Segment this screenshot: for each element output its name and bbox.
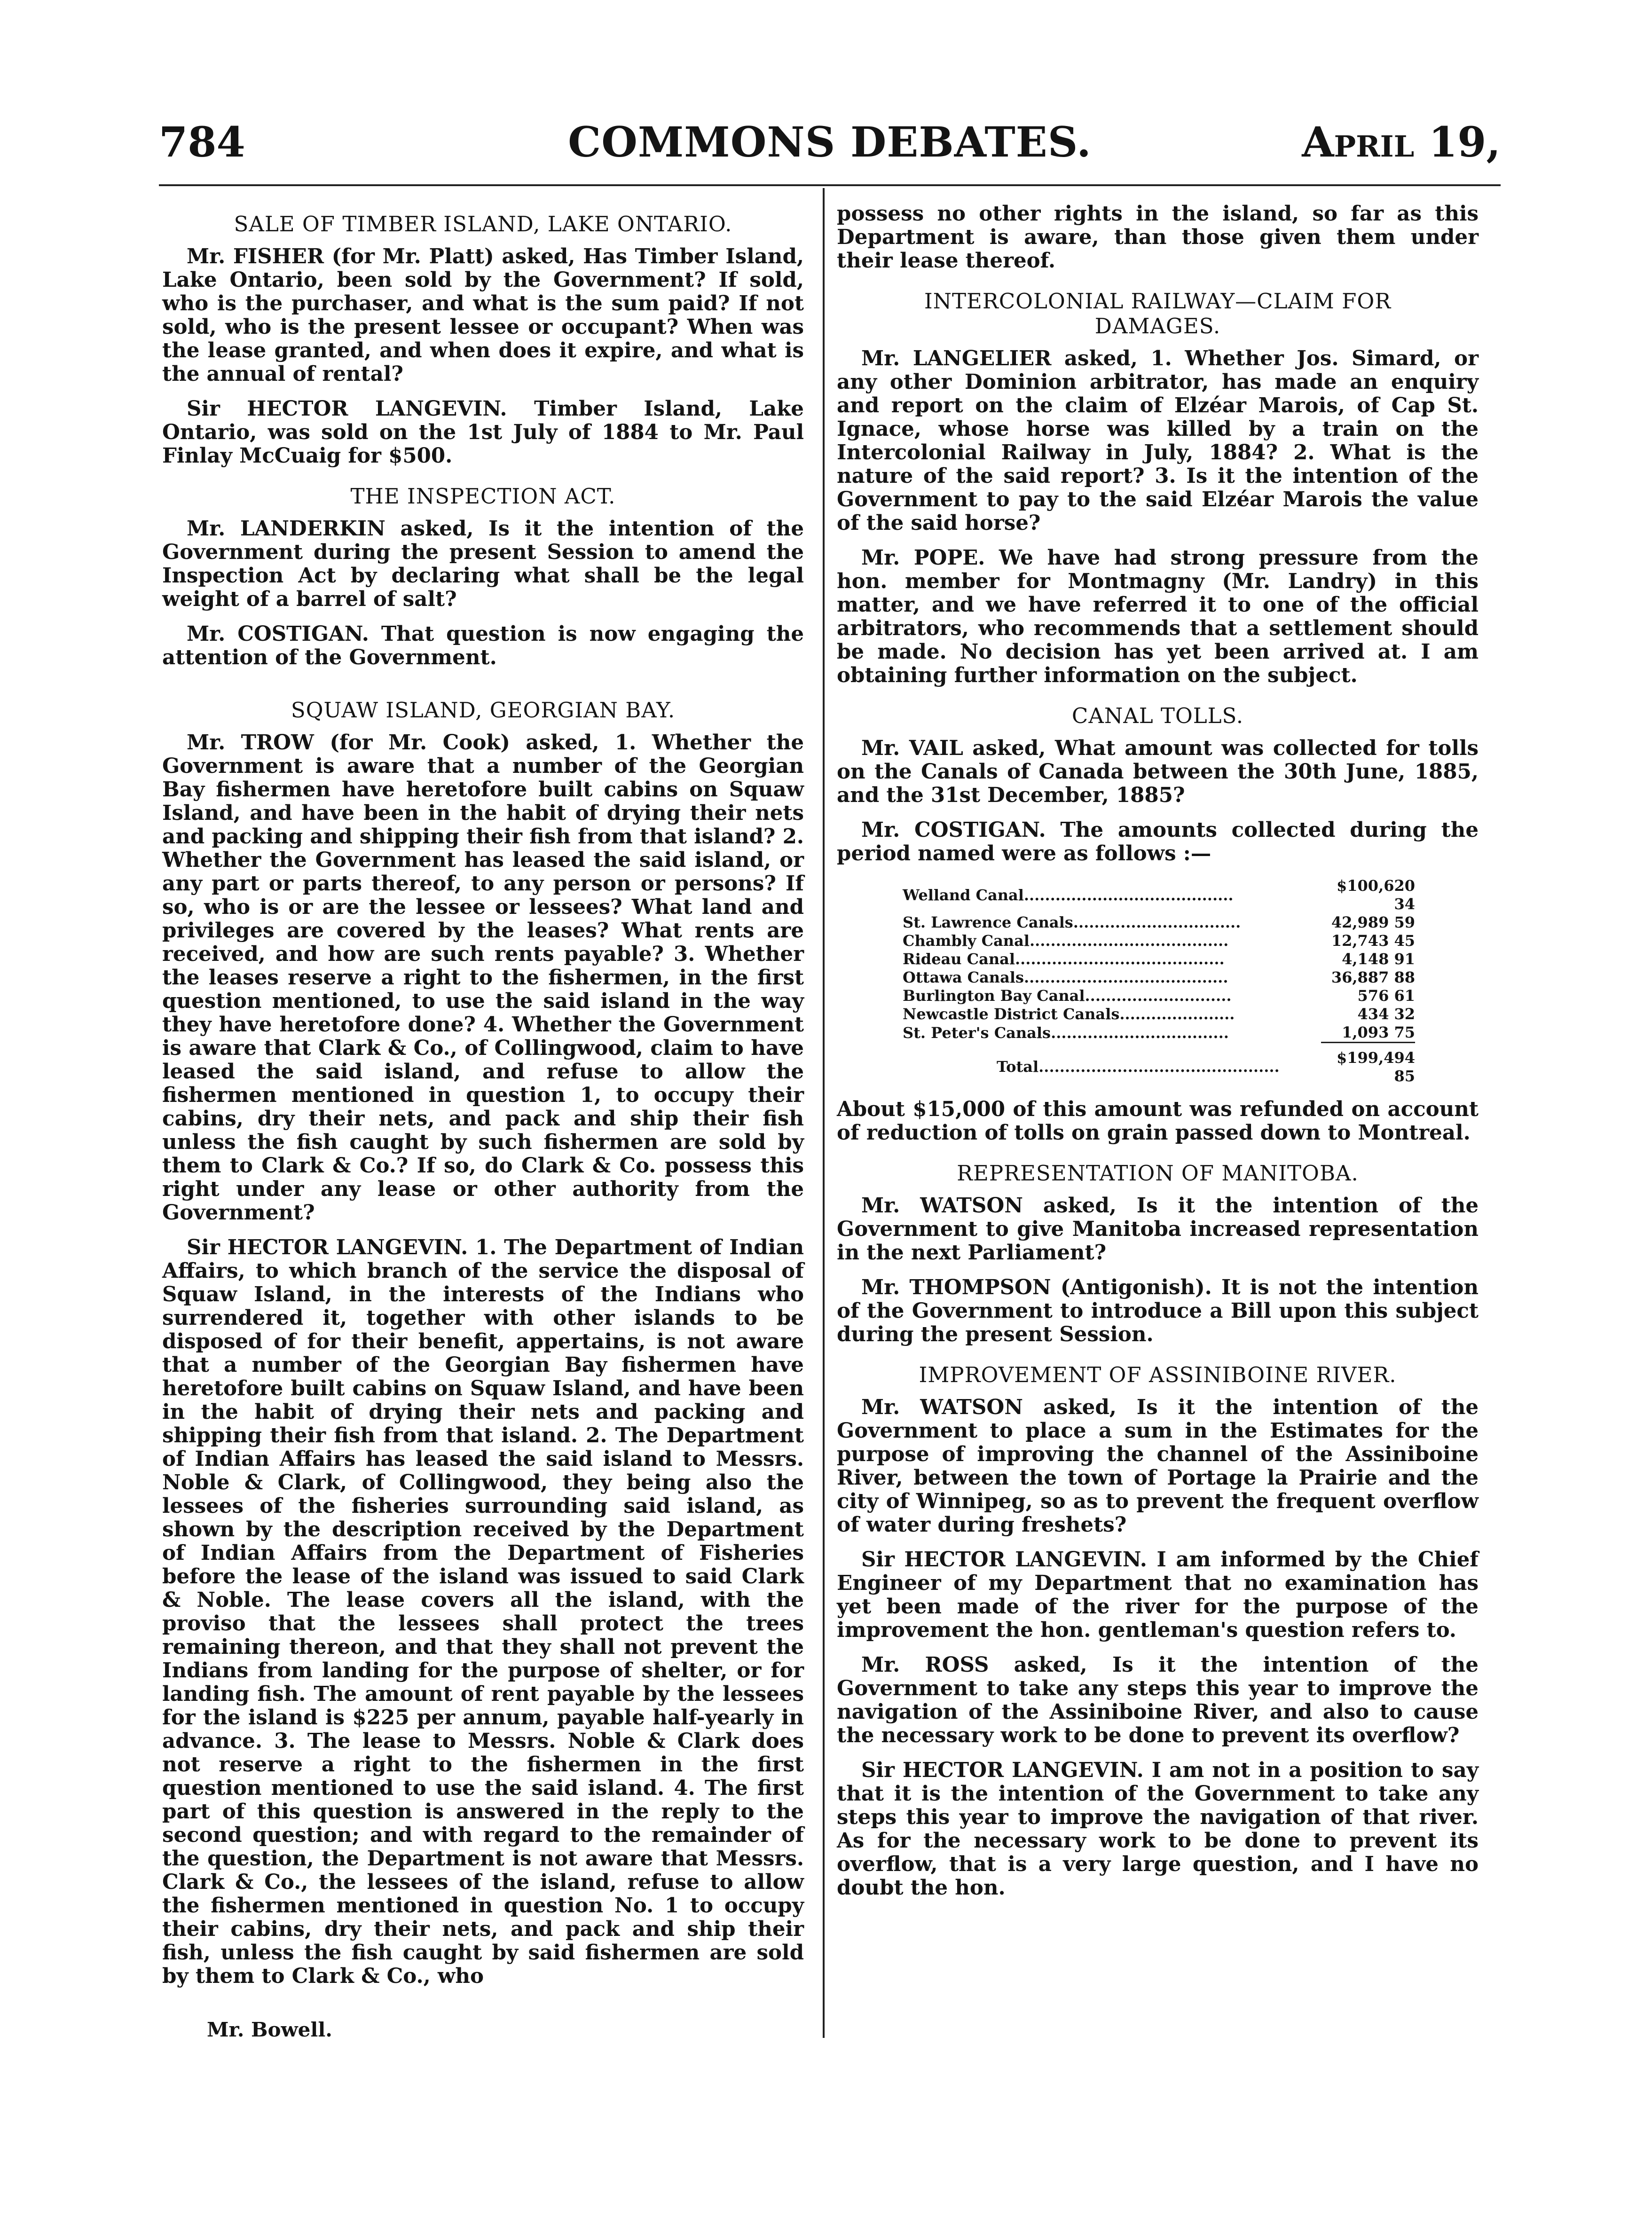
table-row	[903, 950, 1415, 968]
page-title: COMMONS DEBATES.	[568, 118, 1092, 166]
paragraph: Mr. POPE. We have had strong pressure from the hon. member for Montmagny (Mr. Landry) in this matter, and we have referred it to one of the official arbitrators, who recommends that a settlement should be made. No decision has yet been arrived at. I am obtaining further information on the subject.	[837, 546, 1479, 687]
paragraph: Sir HECTOR LANGEVIN. I am not in a position to say that it is the intention of the Government to take any steps this year to improve the navigation of that river. As for the necessary work to be done to prevent its overflow, that is a very large question, and I have no doubt the hon.	[837, 1758, 1479, 1900]
paragraph: Mr. THOMPSON (Antigonish). It is not the intention of the Government to introduce a Bill upon this subject during the present Session.	[837, 1275, 1479, 1346]
page-header	[159, 118, 1501, 179]
page-date: April 19,	[1302, 118, 1501, 166]
canal-amount: 576 61	[1357, 987, 1415, 1005]
canal-amount: 434 32	[1357, 1005, 1415, 1023]
paragraph: About $15,000 of this amount was refunded on account of reduction of tolls on grain passed down to Montreal.	[837, 1097, 1479, 1145]
table-row	[903, 968, 1415, 987]
table-row	[903, 932, 1415, 950]
table-row	[903, 1023, 1415, 1043]
table-row	[903, 1005, 1415, 1023]
section-heading-representation-manitoba: REPRESENTATION OF MANITOBA.	[957, 1161, 1359, 1186]
canal-amount: 1,093 75	[1321, 1023, 1415, 1043]
canal-amount: 42,989 59	[1331, 913, 1415, 931]
paragraph: Mr. ROSS asked, Is it the intention of the Government to take any steps this year to improve the navigation of the Assiniboine River, and also to cause the necessary work to be done to prevent its overflow?	[837, 1653, 1479, 1747]
paragraph: possess no other rights in the island, so far as this Department is aware, than those given them under their lease thereof.	[837, 202, 1479, 273]
section-heading-canal-tolls: CANAL TOLLS.	[1071, 703, 1244, 728]
section-heading-intercolonial-railway	[837, 289, 1479, 338]
paragraph: Sir HECTOR LANGEVIN. 1. The Department of Indian Affairs, to which branch of the service the disposal of Squaw Island, in the interests of the Indians who surrendered it, together with other islands to be disposed of for their benefit, appertains, is not aware that a number of the Georgian Bay fishermen have heretofore built cabins on Squaw Island, and have been in the habit of drying their nets and packing and shipping their fish from that island. 2. The Department of Indian Affairs has leased the said island to Messrs. Noble & Clark, of Collingwood, they being also the lessees of the fisheries surrounding said island, as shown by the description received by the Department of Indian Affairs from the Department of Fisheries before the lease of the island was issued to said Clark & Noble. The lease covers all the island, with the proviso that the lessees shall protect the trees remaining thereon, and that they shall not prevent the Indians from landing for the purpose of shelter, or for landing fish. The amount of rent payable by the lessees for the island is $225 per annum, payable half-yearly in advance. 3. The lease to Messrs. Noble & Clark does not reserve a right to the fishermen in the first question mentioned to use the said island. 4. The first part of this question is answered in the reply to the second question; and with regard to the remainder of the question, the Department is not aware that Messrs. Clark & Co., the lessees of the island, refuse to allow the fishermen mentioned in question No. 1 to occupy their cabins, dry their nets, and pack and ship their fish, unless the fish caught by said fishermen are sold by them to Clark & Co., who	[162, 1235, 804, 1988]
canal-name: Ottawa Canals.......................................	[903, 968, 1228, 986]
canal-name: St. Lawrence Canals................................	[903, 913, 1241, 931]
canal-name: Newcastle District Canals......................	[903, 1005, 1235, 1023]
canal-name: Rideau Canal........................................	[903, 950, 1225, 968]
section-heading-assiniboine-river: IMPROVEMENT OF ASSINIBOINE RIVER.	[919, 1362, 1397, 1387]
section-heading-timber-island: SALE OF TIMBER ISLAND, LAKE ONTARIO.	[234, 212, 732, 236]
canal-name: Welland Canal........................................	[903, 886, 1234, 904]
paragraph: Mr. VAIL asked, What amount was collected for tolls on the Canals of Canada between the 30th June, 1885, and the 31st December, 1885?	[837, 736, 1479, 807]
canal-amount: 36,887 88	[1331, 968, 1415, 986]
page-number: 784	[159, 118, 245, 166]
signature-line: Mr. Bowell.	[207, 2018, 332, 2041]
table-row	[903, 877, 1415, 913]
left-column	[162, 202, 804, 1999]
right-column	[837, 202, 1479, 1911]
paragraph: Mr. COSTIGAN. That question is now engaging the attention of the Government.	[162, 622, 804, 669]
canal-tolls-table	[903, 877, 1415, 1085]
section-heading-squaw-island: SQUAW ISLAND, GEORGIAN BAY.	[291, 698, 676, 723]
canal-name: Chambly Canal......................................	[903, 932, 1229, 950]
paragraph: Mr. WATSON asked, Is it the intention of the Government to give Manitoba increased representation in the next Parliament?	[837, 1194, 1479, 1265]
paragraph: Sir HECTOR LANGEVIN. I am informed by the Chief Engineer of my Department that no examination has yet been made of the river for the purpose of the improvement the hon. gentleman's question refers to.	[837, 1548, 1479, 1642]
paragraph: Mr. LANGELIER asked, 1. Whether Jos. Simard, or any other Dominion arbitrator, has made an enquiry and report on the claim of Elzéar Marois, of Cap St. Ignace, whose horse was killed by a train on the Intercolonial Railway in July, 1884? 2. What is the nature of the said report? 3. Is it the intention of the Government to pay to the said Elzéar Marois the value of the said horse?	[837, 346, 1479, 535]
canal-name: St. Peter's Canals..................................	[903, 1023, 1229, 1042]
total-amount: $199,494 85	[1337, 1049, 1415, 1085]
canal-amount: 12,743 45	[1331, 932, 1415, 950]
heading-line: INTERCOLONIAL RAILWAY—CLAIM FOR	[924, 289, 1392, 314]
header-rule	[159, 184, 1501, 186]
table-row	[903, 913, 1415, 932]
paragraph: Mr. FISHER (for Mr. Platt) asked, Has Timber Island, Lake Ontario, been sold by the Government? If sold, who is the purchaser, and what is the sum paid? If not sold, who is the present lessee or occupant? When was the lease granted, and when does it expire, and what is the annual of rental?	[162, 244, 804, 386]
canal-name: Burlington Bay Canal............................	[903, 987, 1232, 1005]
total-label: Total..............................................	[997, 1057, 1280, 1076]
section-heading-inspection-act: THE INSPECTION ACT.	[350, 484, 616, 509]
table-row	[903, 987, 1415, 1005]
paragraph: Mr. COSTIGAN. The amounts collected during the period named were as follows :—	[837, 818, 1479, 865]
canal-amount: $100,620 34	[1337, 877, 1415, 913]
canal-amount: 4,148 91	[1342, 950, 1415, 968]
paragraph: Mr. LANDERKIN asked, Is it the intention of the Government during the present Session to amend the Inspection Act by declaring what shall be the legal weight of a barrel of salt?	[162, 517, 804, 611]
paragraph: Mr. WATSON asked, Is it the intention of the Government to place a sum in the Estimates for the purpose of improving the channel of the Assiniboine River, between the town of Portage la Prairie and the city of Winnipeg, so as to prevent the frequent overflow of water during freshets?	[837, 1395, 1479, 1537]
paragraph: Sir HECTOR LANGEVIN. Timber Island, Lake Ontario, was sold on the 1st July of 1884 to Mr. Paul Finlay McCuaig for $500.	[162, 397, 804, 468]
table-total-row	[903, 1043, 1415, 1086]
paragraph: Mr. TROW (for Mr. Cook) asked, 1. Whether the Government is aware that a number of the Georgian Bay fishermen have heretofore built cabins on Squaw Island, and have been in the habit of drying their nets and packing and shipping their fish from that island? 2. Whether the Government has leased the said island, or any part or parts thereof, to any person or persons? If so, who is or are the lessee or lessees? What land and privileges are covered by the leases? What rents are received, and how are such rents payable? 3. Whether the leases reserve a right to the fishermen, in the first question mentioned, to use the said island in the way they have heretofore done? 4. Whether the Government is aware that Clark & Co., of Collingwood, claim to have leased the said island, and refuse to allow the fishermen mentioned in question 1, to occupy their cabins, dry their nets, and pack and ship their fish unless the fish caught by such fishermen are sold by them to Clark & Co.? If so, do Clark & Co. possess this right under any lease or other authority from the Government?	[162, 731, 804, 1225]
heading-line: DAMAGES.	[1094, 314, 1221, 338]
column-divider	[823, 188, 825, 2038]
